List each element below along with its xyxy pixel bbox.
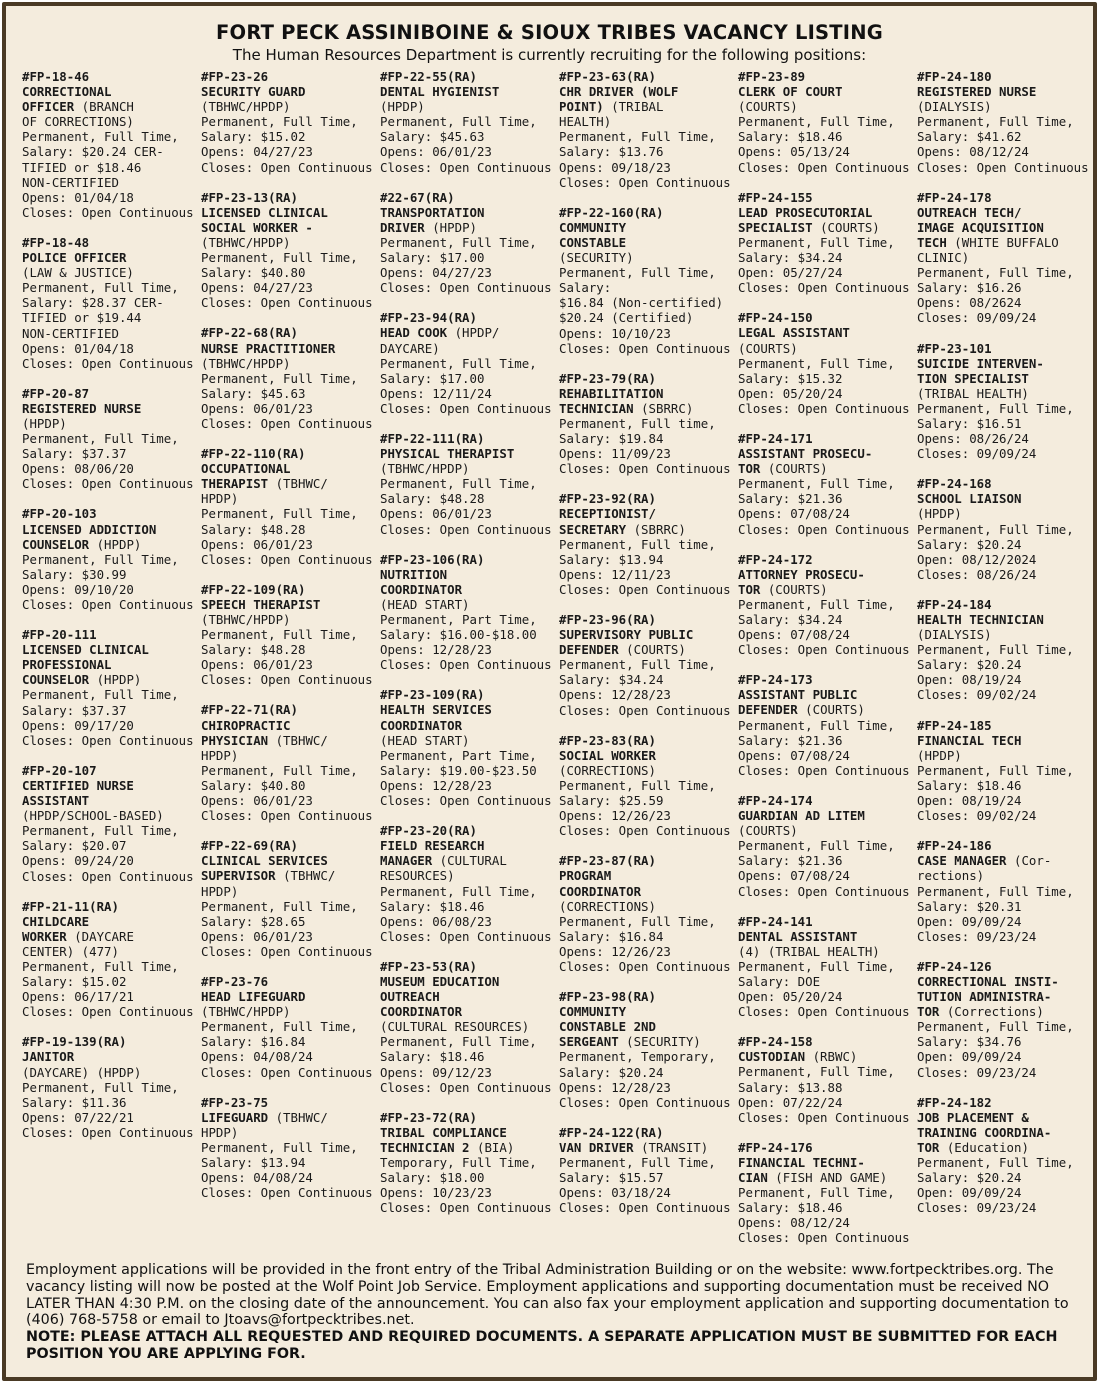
job-listing <box>201 190 377 311</box>
job-details: (TRIBAL HEALTH) Permanent, Full Time, Salary: $13.76 Opens: 09/18/23 Closes: Open Continuous <box>559 99 731 190</box>
job-listing <box>201 69 377 175</box>
job-listing <box>380 687 556 808</box>
job-details: (TBHWC/HPDP) Permanent, Full Time, Salary: $48.28 Opens: 06/01/23 Closes: Open Continuous <box>380 461 552 537</box>
job-listing <box>22 69 198 220</box>
job-listing <box>201 446 377 567</box>
job-listing <box>201 582 377 688</box>
job-details: (COURTS) Permanent, Full Time, Salary: $34.24 Opens: 07/08/24 Closes: Open Continuous <box>738 581 910 658</box>
instructions-text: Employment applications will be provided in the front entry of the Tribal Administration Building or on the website: www.fortpecktribes.org. The vacancy listing will now be posted at the Wolf Point Job Service. Employment applications and supporting documentation must be received NO LATER THAN 4:30 P.M. on the closing date of the announcement. You can also fax your employment application and supporting documentation to (406) 768-5758 or email to Jtoavs@fortpecktribes.net. <box>26 1262 1069 1329</box>
job-listing <box>380 431 556 537</box>
job-listing <box>738 431 914 537</box>
page-title: FORT PECK ASSINIBOINE & SIOUX TRIBES VACANCY LISTING <box>216 21 883 44</box>
instructions-note: NOTE: PLEASE ATTACH ALL REQUESTED AND REQUIRED DOCUMENTS. A SEPARATE APPLICATION MUST BE SUBMITTED FOR EACH POSITION YOU ARE APPLYING FOR. <box>26 1329 1058 1362</box>
job-details: (DIALYSIS) Permanent, Full Time, Salary: $41.62 Opens: 08/12/24 Closes: Open Continuous <box>917 99 1089 175</box>
job-title: #FP-21-11(RA) CHILDCARE WORKER <box>22 898 119 944</box>
job-details: (HPDP/ DAYCARE) Permanent, Full Time, Salary: $17.00 Opens: 12/11/24 Closes: Open Continuous <box>380 325 552 416</box>
job-details: (TBHWC/HPDP) Permanent, Full Time, Salary: $16.84 Opens: 04/08/24 Closes: Open Continuous <box>201 1004 373 1080</box>
job-details: (SBRRC) Permanent, Full time, Salary: $13.94 Opens: 12/11/23 Closes: Open Continuous <box>559 521 731 597</box>
job-details: (COURTS) Permanent, Full Time, Salary: $21.36 Opens: 07/08/24 Closes: Open Continuous <box>738 461 910 537</box>
job-title: #FP-22-69(RA) CLINICAL SERVICES SUPERVISOR <box>201 838 328 884</box>
job-listing <box>559 205 735 356</box>
job-details: (TBHWC/HPDP) Permanent, Full Time, Salary: $15.02 Opens: 04/27/23 Closes: Open Continuous <box>201 99 373 175</box>
job-title: #FP-22-111(RA) PHYSICAL THERAPIST <box>380 430 515 462</box>
job-details: (CULTURAL RESOURCES) Permanent, Full Time, Salary: $18.46 Opens: 09/12/23 Closes: Open Continuous <box>380 1019 552 1095</box>
job-title: #FP-24-184 HEALTH TECHNICIAN <box>917 596 1044 627</box>
job-details: (HPDP) Permanent, Full Time, Salary: $30.99 Opens: 09/10/20 Closes: Open Continuous <box>22 536 194 612</box>
job-title: #FP-24-126 CORRECTIONAL INSTI- TUTION ADMINISTRA- TOR <box>917 958 1059 1020</box>
job-details: (TBHWC/HPDP) Permanent, Full Time, Salary: $48.28 Opens: 06/01/23 Closes: Open Continuous <box>201 612 373 688</box>
job-listing <box>201 838 377 959</box>
job-listing <box>201 974 377 1080</box>
job-listing <box>201 702 377 823</box>
job-listing <box>22 899 198 1020</box>
job-title: #FP-22-109(RA) SPEECH THERAPIST <box>201 581 321 612</box>
job-title: #FP-23-72(RA) TRIBAL COMPLIANCE TECHNICIAN 2 <box>380 1109 507 1155</box>
job-details: (HPDP) Permanent, Full Time, Salary: $18.46 Open: 08/19/24 Closes: 09/02/24 <box>917 747 1074 824</box>
job-listing <box>22 506 198 612</box>
job-title: #FP-20-107 CERTIFIED NURSE ASSISTANT <box>22 762 134 809</box>
job-title: #FP-23-106(RA) NUTRITION COORDINATOR <box>380 551 485 597</box>
job-title: #FP-23-92(RA) RECEPTIONIST/ SECRETARY <box>559 491 656 537</box>
job-details: (WHITE BUFFALO CLINIC) Permanent, Full Time, Salary: $16.26 Opens: 08/2624 Closes: 09/09/24 <box>917 234 1074 326</box>
job-details: (DIALYSIS) Permanent, Full Time, Salary: $20.24 Open: 08/19/24 Closes: 09/02/24 <box>917 627 1074 703</box>
job-details: (SECURITY) Permanent, Full Time, Salary: $16.84 (Non-certified) $20.24 (Certified) Opens: 10/10/23 Closes: Open Continuous <box>559 250 731 356</box>
job-details: (TBHWC/HPDP) Permanent, Full Time, Salary: $40.80 Opens: 04/27/23 Closes: Open Continuous <box>201 234 373 311</box>
job-title: #FP-23-20(RA) FIELD RESEARCH MANAGER <box>380 823 485 869</box>
job-title: #FP-24-150 LEGAL ASSISTANT <box>738 310 850 341</box>
job-title: #22-67(RA) TRANSPORTATION DRIVER <box>380 189 485 235</box>
job-title: #FP-24-185 FINANCIAL TECH <box>917 717 1022 748</box>
job-listing <box>201 325 377 431</box>
job-title: #FP-23-87(RA) PROGRAM COORDINATOR <box>559 853 656 899</box>
job-title: #FP-23-109(RA) HEALTH SERVICES COORDINATOR <box>380 687 492 733</box>
job-details: (TRIBAL HEALTH) Permanent, Full Time, Salary: $16.51 Opens: 08/26/24 Closes: 09/09/24 <box>917 385 1074 462</box>
job-listing <box>559 69 735 190</box>
job-listing <box>201 1095 377 1201</box>
job-title: #FP-23-98(RA) COMMUNITY CONSTABLE 2ND SERGEANT <box>559 989 656 1050</box>
listing-column-5 <box>738 69 914 1260</box>
job-title: #FP-23-26 SECURITY GUARD <box>201 69 306 100</box>
job-listing <box>22 235 198 371</box>
job-details: (DAYCARE) (HPDP) Permanent, Full Time, Salary: $11.36 Opens: 07/22/21 Closes: Open Continuous <box>22 1064 194 1140</box>
job-details: (HPDP) Permanent, Full Time, Salary: $37.37 Opens: 09/17/20 Closes: Open Continuous <box>22 672 194 748</box>
job-title: #FP-22-110(RA) OCCUPATIONAL THERAPIST <box>201 446 306 492</box>
job-details: (HEAD START) Permanent, Part Time, Salary: $19.00-$23.50 Opens: 12/28/23 Closes: Open Continuous <box>380 732 552 809</box>
job-listing <box>380 959 556 1095</box>
job-listing <box>380 552 556 673</box>
job-title: #FP-23-76 HEAD LIFEGUARD <box>201 973 306 1005</box>
job-title: #FP-24-171 ASSISTANT PROSECU- TOR <box>738 430 873 477</box>
job-title: #FP-24-172 ATTORNEY PROSECU- TOR <box>738 551 865 597</box>
job-title: #FP-24-182 JOB PLACEMENT & TRAINING COORDINA- TOR <box>917 1094 1052 1155</box>
job-details: (FISH AND GAME) Permanent, Full Time, Salary: $18.46 Opens: 08/12/24 Closes: Open Continuous <box>738 1170 910 1246</box>
listing-column-6 <box>917 69 1093 1230</box>
job-title: #FP-23-13(RA) LICENSED CLINICAL SOCIAL WORKER - <box>201 189 328 235</box>
job-details: (SBRRC) Permanent, Full time, Salary: $19.84 Opens: 11/09/23 Closes: Open Continuous <box>559 400 731 477</box>
job-listing <box>738 672 914 778</box>
job-listing <box>559 853 735 974</box>
job-listing <box>917 1095 1093 1216</box>
job-details: (Cor- rections) Permanent, Full Time, Salary: $20.31 Open: 09/09/24 Closes: 09/23/24 <box>917 853 1074 944</box>
job-title: #FP-23-101 SUICIDE INTERVEN- TION SPECIALIST <box>917 340 1044 386</box>
job-details: (SECURITY) Permanent, Temporary, Salary: $20.24 Opens: 12/28/23 Closes: Open Continuous <box>559 1034 731 1110</box>
job-title: #FP-23-96(RA) SUPERVISORY PUBLIC DEFENDER <box>559 612 694 658</box>
job-title: #FP-23-89 CLERK OF COURT <box>738 69 843 100</box>
job-listing <box>380 823 556 944</box>
job-details: (TBHWC/ HPDP) Permanent, Full Time, Salary: $40.80 Opens: 06/01/23 Closes: Open Continuous <box>201 732 373 824</box>
job-details: (RBWC) Permanent, Full Time, Salary: $13.88 Open: 07/22/24 Closes: Open Continuous <box>738 1049 910 1125</box>
job-title: #FP-24-122(RA) VAN DRIVER <box>559 1124 664 1155</box>
job-listing <box>22 386 198 492</box>
job-listing <box>559 612 735 718</box>
listing-column-3 <box>380 69 556 1230</box>
job-title: #FP-22-55(RA) DENTAL HYGIENIST <box>380 69 500 100</box>
job-details: (CULTURAL RESOURCES) Permanent, Full Time, Salary: $18.46 Opens: 06/08/23 Closes: Open Continuous <box>380 853 552 944</box>
job-title: #FP-18-48 POLICE OFFICER <box>22 234 127 266</box>
job-details: (COURTS) Permanent, Full Time, Salary: $21.36 Opens: 07/08/24 Closes: Open Continuous <box>738 702 910 778</box>
job-listing <box>917 190 1093 326</box>
job-details: (CORRECTIONS) Permanent, Full Time, Salary: $16.84 Opens: 12/26/23 Closes: Open Continuous <box>559 898 731 974</box>
job-listing <box>559 491 735 597</box>
job-listing <box>917 718 1093 824</box>
job-title: #FP-23-75 LIFEGUARD <box>201 1094 269 1125</box>
job-listing <box>917 597 1093 703</box>
job-details: (TBHWC/ HPDP) Permanent, Full Time, Salary: $48.28 Opens: 06/01/23 Closes: Open Continuous <box>201 476 373 567</box>
job-title: #FP-20-87 REGISTERED NURSE <box>22 385 142 416</box>
job-listing <box>22 627 198 748</box>
job-listing <box>559 371 735 477</box>
job-listing <box>738 1140 914 1246</box>
page-subtitle: The Human Resources Department is currently recruiting for the following positions: <box>232 46 867 64</box>
job-listing <box>738 69 914 175</box>
job-listing <box>380 190 556 296</box>
job-details: (HEAD START) Permanent, Part Time, Salary: $16.00-$18.00 Opens: 12/28/23 Closes: Open Continuous <box>380 596 552 673</box>
job-details: (CORRECTIONS) Permanent, Full Time, Salary: $25.59 Opens: 12/26/23 Closes: Open Continuous <box>559 762 731 839</box>
job-details: (4) (TRIBAL HEALTH) Permanent, Full Time, Salary: DOE Open: 05/20/24 Closes: Open Continuous <box>738 943 910 1020</box>
job-listing <box>738 793 914 899</box>
job-listing <box>917 838 1093 944</box>
job-details: (HPDP/SCHOOL-BASED) Permanent, Full Time, Salary: $20.07 Opens: 09/24/20 Closes: Open Continuous <box>22 808 194 884</box>
job-listing <box>738 1034 914 1125</box>
job-listing <box>559 989 735 1110</box>
application-instructions <box>26 1262 1078 1363</box>
job-listing <box>917 476 1093 582</box>
job-title: #FP-22-68(RA) NURSE PRACTITIONER <box>201 325 336 356</box>
job-title: #FP-24-141 DENTAL ASSISTANT <box>738 913 858 944</box>
job-listing <box>738 552 914 658</box>
job-listing <box>380 1110 556 1216</box>
job-title: #FP-23-83(RA) SOCIAL WORKER <box>559 732 656 763</box>
job-details: (COURTS) Permanent, Full Time, Salary: $15.32 Open: 05/20/24 Closes: Open Continuous <box>738 340 910 416</box>
job-listing <box>917 959 1093 1080</box>
job-title: #FP-24-155 LEAD PROSECUTORIAL SPECIALIST <box>738 189 873 235</box>
job-details: (TBHWC/HPDP) Permanent, Full Time, Salary: $45.63 Opens: 06/01/23 Closes: Open Continuous <box>201 355 373 431</box>
job-details: (Education) Permanent, Full Time, Salary: $20.24 Open: 09/09/24 Closes: 09/23/24 <box>917 1139 1074 1216</box>
job-listing <box>738 914 914 1020</box>
job-details: (COURTS) Permanent, Full Time, Salary: $18.46 Opens: 05/13/24 Closes: Open Continuous <box>738 99 910 175</box>
job-title: #FP-20-103 LICENSED ADDICTION COUNSELOR <box>22 506 157 552</box>
job-listing <box>559 733 735 839</box>
job-title: #FP-24-174 GUARDIAN AD LITEM <box>738 792 865 824</box>
job-title: #FP-22-160(RA) COMMUNITY CONSTABLE <box>559 204 664 250</box>
job-details: (COURTS) Permanent, Full Time, Salary: $34.24 Opens: 12/28/23 Closes: Open Continuous <box>559 642 731 718</box>
job-title: #FP-24-180 REGISTERED NURSE <box>917 69 1037 100</box>
job-details: (HPDP) Permanent, Full Time, Salary: $37.37 Opens: 08/06/20 Closes: Open Continuous <box>22 415 194 492</box>
job-title: #FP-24-168 SCHOOL LIAISON <box>917 476 1022 507</box>
job-title: #FP-19-139(RA) JANITOR <box>22 1034 127 1065</box>
job-listing <box>917 341 1093 462</box>
job-details: (TRANSIT) Permanent, Full Time, Salary: $15.57 Opens: 03/18/24 Closes: Open Continuous <box>559 1139 731 1216</box>
job-details: (HPDP) Permanent, Full Time, Salary: $17.00 Opens: 04/27/23 Closes: Open Continuous <box>380 219 552 296</box>
job-listing <box>380 310 556 416</box>
job-listing <box>22 1034 198 1140</box>
job-listing <box>559 1125 735 1216</box>
listing-column-1 <box>22 69 198 1155</box>
job-title: #FP-23-94(RA) HEAD COOK <box>380 310 477 341</box>
job-details: (TBHWC/ HPDP) Permanent, Full Time, Salary: $28.65 Opens: 06/01/23 Closes: Open Continuous <box>201 868 373 959</box>
vacancy-listing-page <box>2 2 1097 1381</box>
job-title: #FP-23-63(RA) CHR DRIVER (WOLF POINT) <box>559 69 679 115</box>
job-title: #FP-24-173 ASSISTANT PUBLIC DEFENDER <box>738 672 858 718</box>
job-title: #FP-24-158 CUSTODIAN <box>738 1034 813 1065</box>
job-listing <box>917 69 1093 175</box>
listing-column-2 <box>201 69 377 1215</box>
job-title: #FP-20-111 LICENSED CLINICAL PROFESSIONAL COUNSELOR <box>22 627 149 688</box>
job-details: (BIA) Temporary, Full Time, Salary: $18.00 Opens: 10/23/23 Closes: Open Continuous <box>380 1139 552 1216</box>
job-details: (BRANCH OF CORRECTIONS) Permanent, Full Time, Salary: $20.24 CER- TIFIED or $18.46 NON-CERTIFIED Opens: 01/04/18 Closes: Open Continuous <box>22 99 194 220</box>
job-details: (HPDP) Permanent, Full Time, Salary: $45.63 Opens: 06/01/23 Closes: Open Continuous <box>380 99 552 175</box>
job-title: #FP-24-178 OUTREACH TECH/ IMAGE ACQUISITION TECH <box>917 189 1044 250</box>
job-title: #FP-24-186 CASE MANAGER <box>917 838 1007 869</box>
job-details: (DAYCARE CENTER) (477) Permanent, Full Time, Salary: $15.02 Opens: 06/17/21 Closes: Open Continuous <box>22 928 194 1020</box>
job-listing <box>380 69 556 175</box>
job-listing <box>22 763 198 884</box>
job-title: #FP-23-79(RA) REHABILITATION TECHNICIAN <box>559 370 664 416</box>
job-title: #FP-18-46 CORRECTIONAL OFFICER <box>22 69 112 115</box>
job-title: #FP-22-71(RA) CHIROPRACTIC PHYSICIAN <box>201 702 298 748</box>
job-details: (HPDP) Permanent, Full Time, Salary: $20.24 Open: 08/12/2024 Closes: 08/26/24 <box>917 506 1074 582</box>
listing-column-4 <box>559 69 735 1230</box>
job-details: (COURTS) Permanent, Full Time, Salary: $34.24 Open: 05/27/24 Closes: Open Continuous <box>738 219 910 296</box>
job-details: (TBHWC/ HPDP) Permanent, Full Time, Salary: $13.94 Opens: 04/08/24 Closes: Open Continuous <box>201 1109 373 1201</box>
job-title: #FP-24-176 FINANCIAL TECHNI- CIAN <box>738 1139 865 1185</box>
job-details: (LAW & JUSTICE) Permanent, Full Time, Salary: $28.37 CER- TIFIED or $19.44 NON-CERTIFIED Opens: 01/04/18 Closes: Open Continuous <box>22 265 194 371</box>
job-title: #FP-23-53(RA) MUSEUM EDUCATION OUTREACH COORDINATOR <box>380 958 500 1020</box>
job-listing <box>738 310 914 416</box>
job-details: (Corrections) Permanent, Full Time, Salary: $34.76 Open: 09/09/24 Closes: 09/23/24 <box>917 1004 1074 1080</box>
job-listing <box>738 190 914 296</box>
job-details: (COURTS) Permanent, Full Time, Salary: $21.36 Opens: 07/08/24 Closes: Open Continuous <box>738 823 910 899</box>
